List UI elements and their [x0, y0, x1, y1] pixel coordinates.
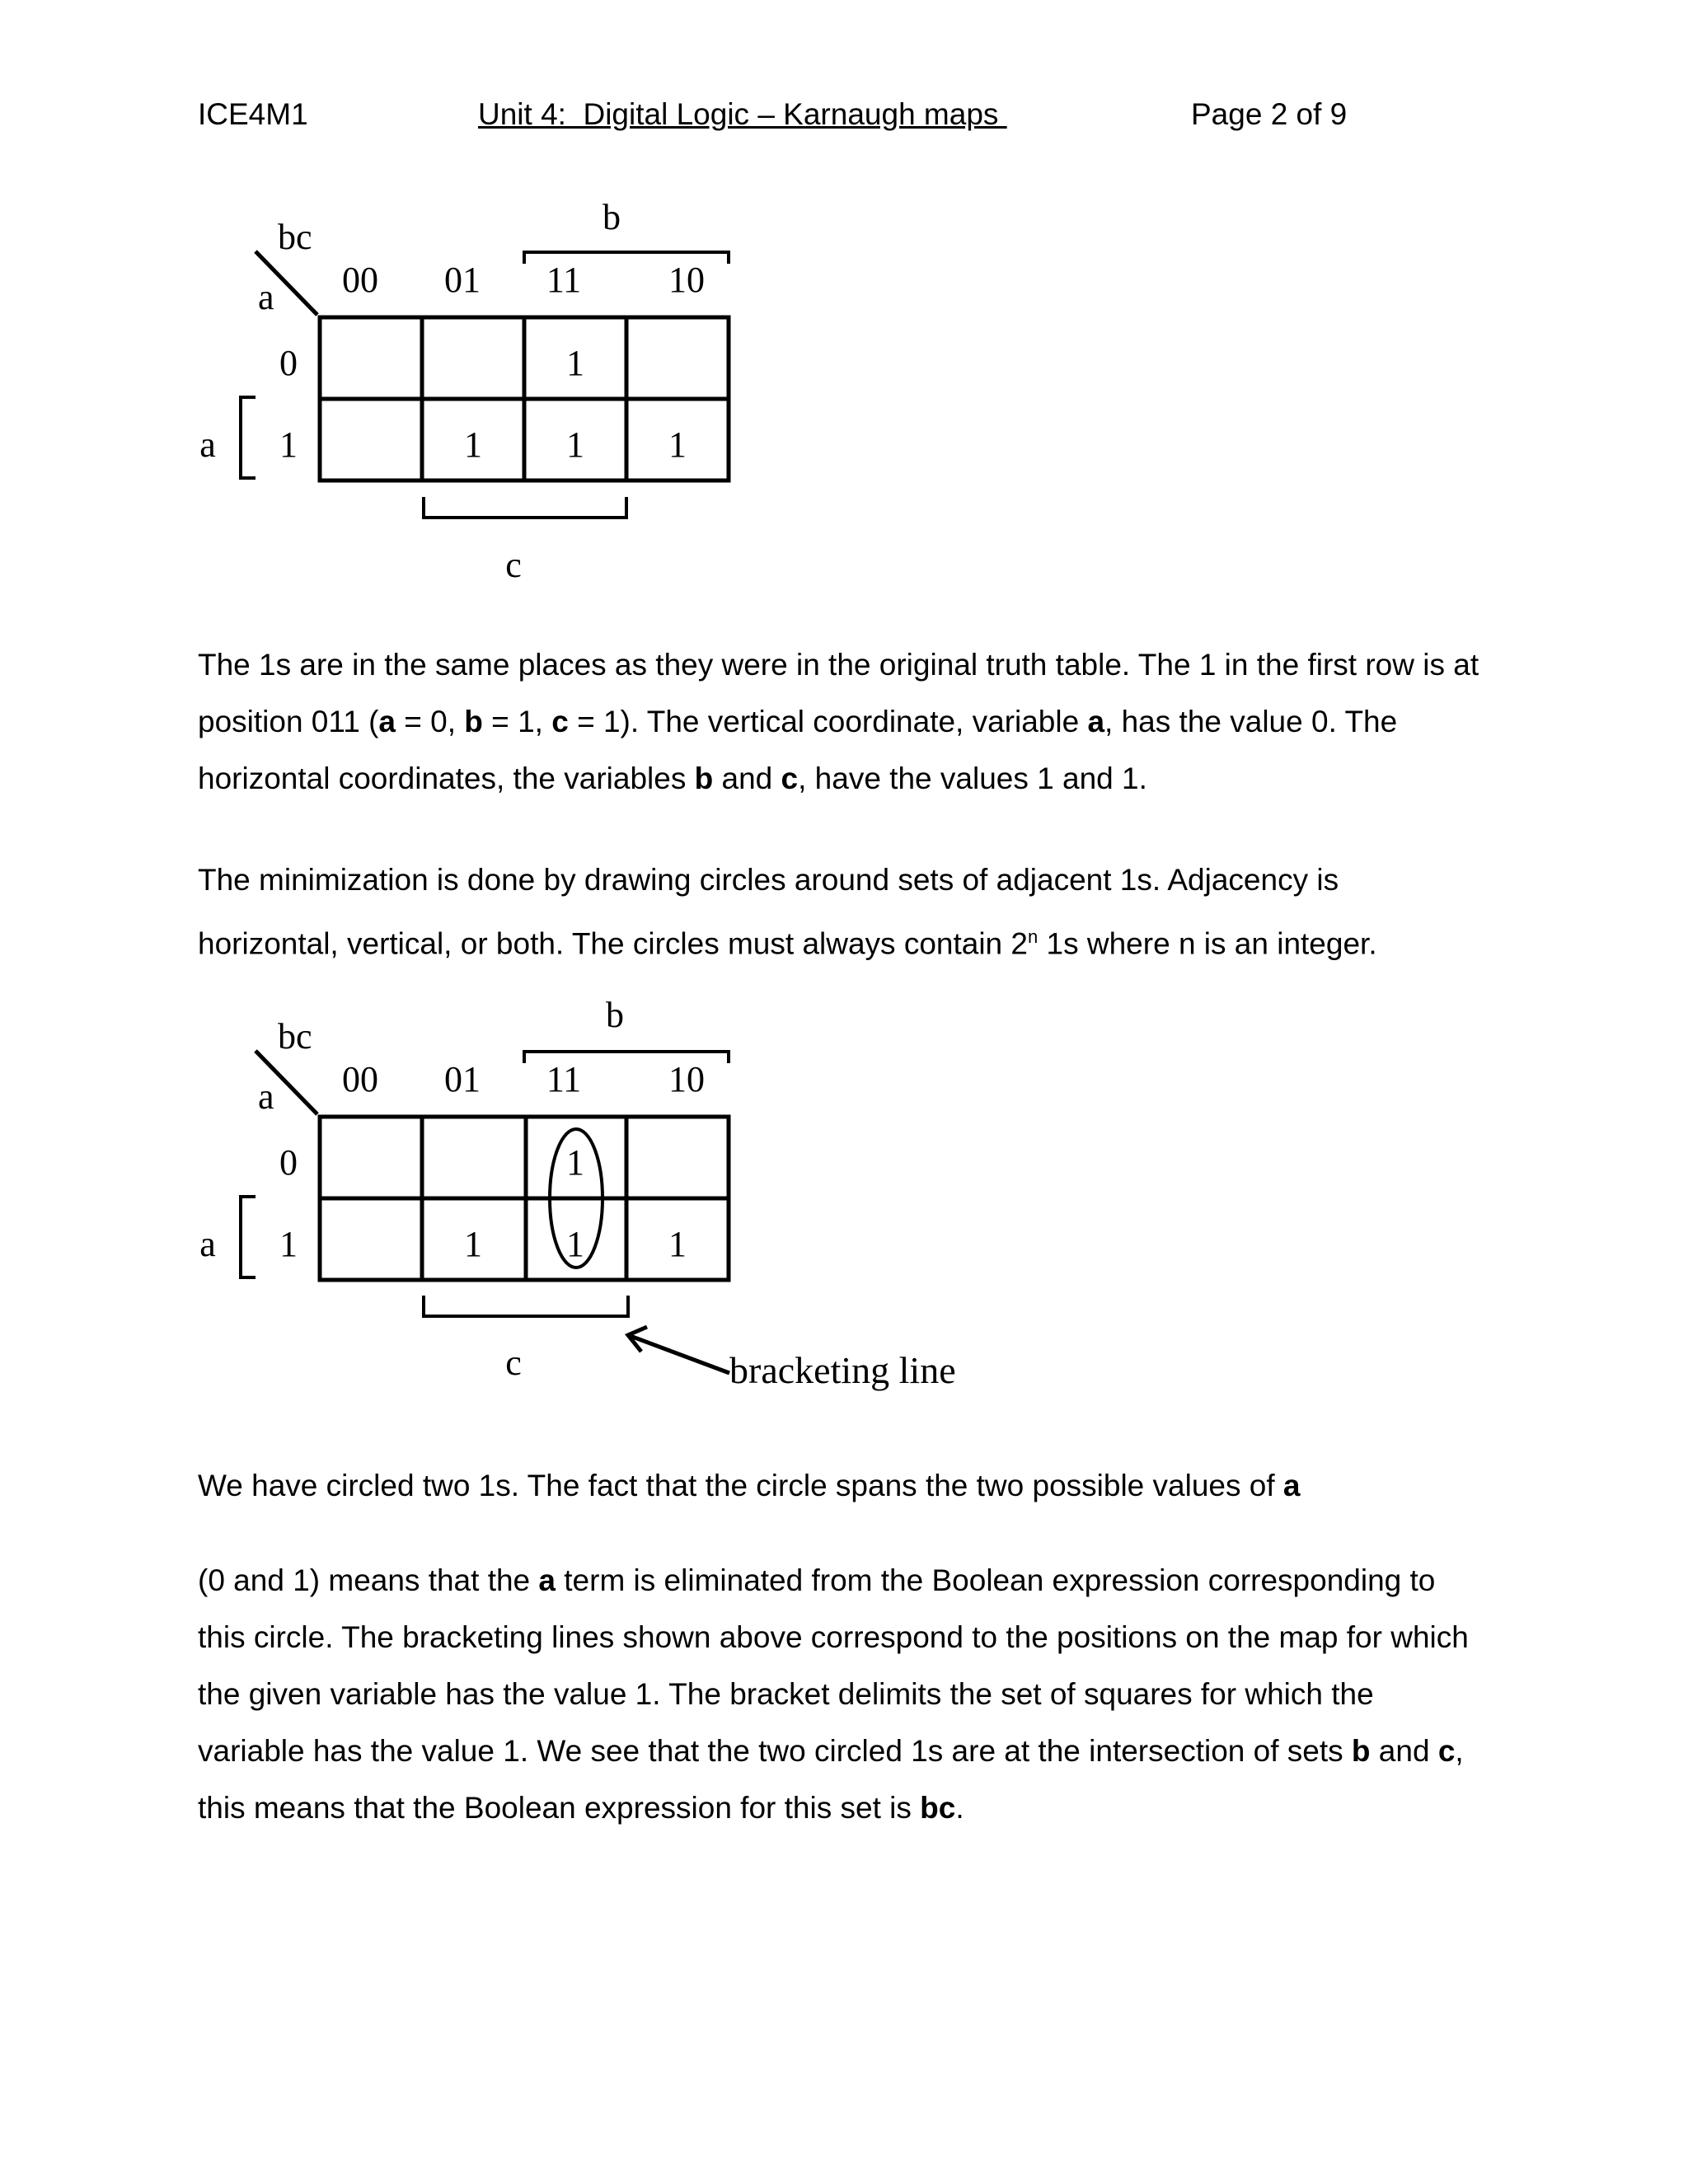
bracket-bottom-line	[424, 497, 626, 518]
arrow-icon	[628, 1327, 729, 1373]
col-header: 00	[342, 260, 378, 300]
bracket-left-label: a	[199, 1224, 216, 1264]
col-header: 11	[546, 1059, 582, 1099]
corner-top-label: bc	[278, 217, 312, 257]
bracket-left-line	[241, 397, 256, 478]
col-header: 00	[342, 1059, 378, 1099]
row-header: 0	[279, 1142, 298, 1183]
row-header: 0	[279, 343, 298, 383]
cell-value: 1	[464, 424, 482, 465]
cell-value: 1	[668, 1224, 687, 1264]
course-code: ICE4M1	[198, 97, 308, 131]
corner-left-label: a	[258, 1076, 274, 1117]
cell-value: 1	[566, 1142, 584, 1183]
cell-value: 1	[566, 343, 584, 383]
karnaugh-map-2	[0, 989, 1688, 1426]
bracket-bottom-label: c	[505, 545, 522, 585]
cell-value: 1	[668, 424, 687, 465]
bracket-bottom-label: c	[505, 1343, 522, 1383]
corner-top-label: bc	[278, 1016, 312, 1057]
document-title: Unit 4: Digital Logic – Karnaugh maps	[478, 97, 1007, 131]
corner-left-label: a	[258, 277, 274, 317]
bracket-left-label: a	[199, 424, 216, 465]
bracketing-line-label: bracketing line	[729, 1349, 956, 1391]
paragraph-elimination: (0 and 1) means that the a term is eliminated from the Boolean expression corresponding to this circle. The bracketing lines shown above correspond to the positions on the map for which the given variable has the value 1. The bracket delimits the set of squares for which the variable has the value 1. We see that the two circled 1s are at the intersection of sets b and c, this means that the Boolean expression for this set is bc.	[198, 1563, 1469, 1825]
col-header: 01	[444, 260, 481, 300]
bracket-left-line	[241, 1197, 256, 1277]
col-header: 01	[444, 1059, 481, 1099]
paragraph-minimization: The minimization is done by drawing circles around sets of adjacent 1s. Adjacency is horizontal, vertical, or both. The circles must always contain 2$^n$ 1s where n is an integer.	[198, 863, 1377, 961]
bracket-bottom-line	[424, 1296, 628, 1316]
cell-value: 1	[566, 1224, 584, 1264]
page-number: Page 2 of 9	[1191, 97, 1348, 131]
kmap-grid	[320, 1117, 729, 1280]
cell-value: 1	[566, 424, 584, 465]
cell-value: 1	[464, 1224, 482, 1264]
col-header: 10	[668, 1059, 705, 1099]
kmap-grid	[320, 317, 729, 480]
col-header: 11	[546, 260, 582, 300]
paragraph-truth-table: The 1s are in the same places as they were in the original truth table. The 1 in the first row is at position 011 (a = 0, b = 1, c = 1). The vertical coordinate, variable a, has the value 0. The horizontal coordinates, the variables b and c, have the values 1 and 1.	[198, 648, 1479, 795]
karnaugh-map-1	[0, 0, 1688, 626]
row-header: 1	[279, 424, 298, 465]
paragraph-circled: We have circled two 1s. The fact that the circle spans the two possible values of a	[198, 1469, 1301, 1502]
bracket-top-label: b	[603, 197, 621, 237]
bracket-top-label: b	[606, 995, 624, 1035]
row-header: 1	[279, 1224, 298, 1264]
col-header: 10	[668, 260, 705, 300]
